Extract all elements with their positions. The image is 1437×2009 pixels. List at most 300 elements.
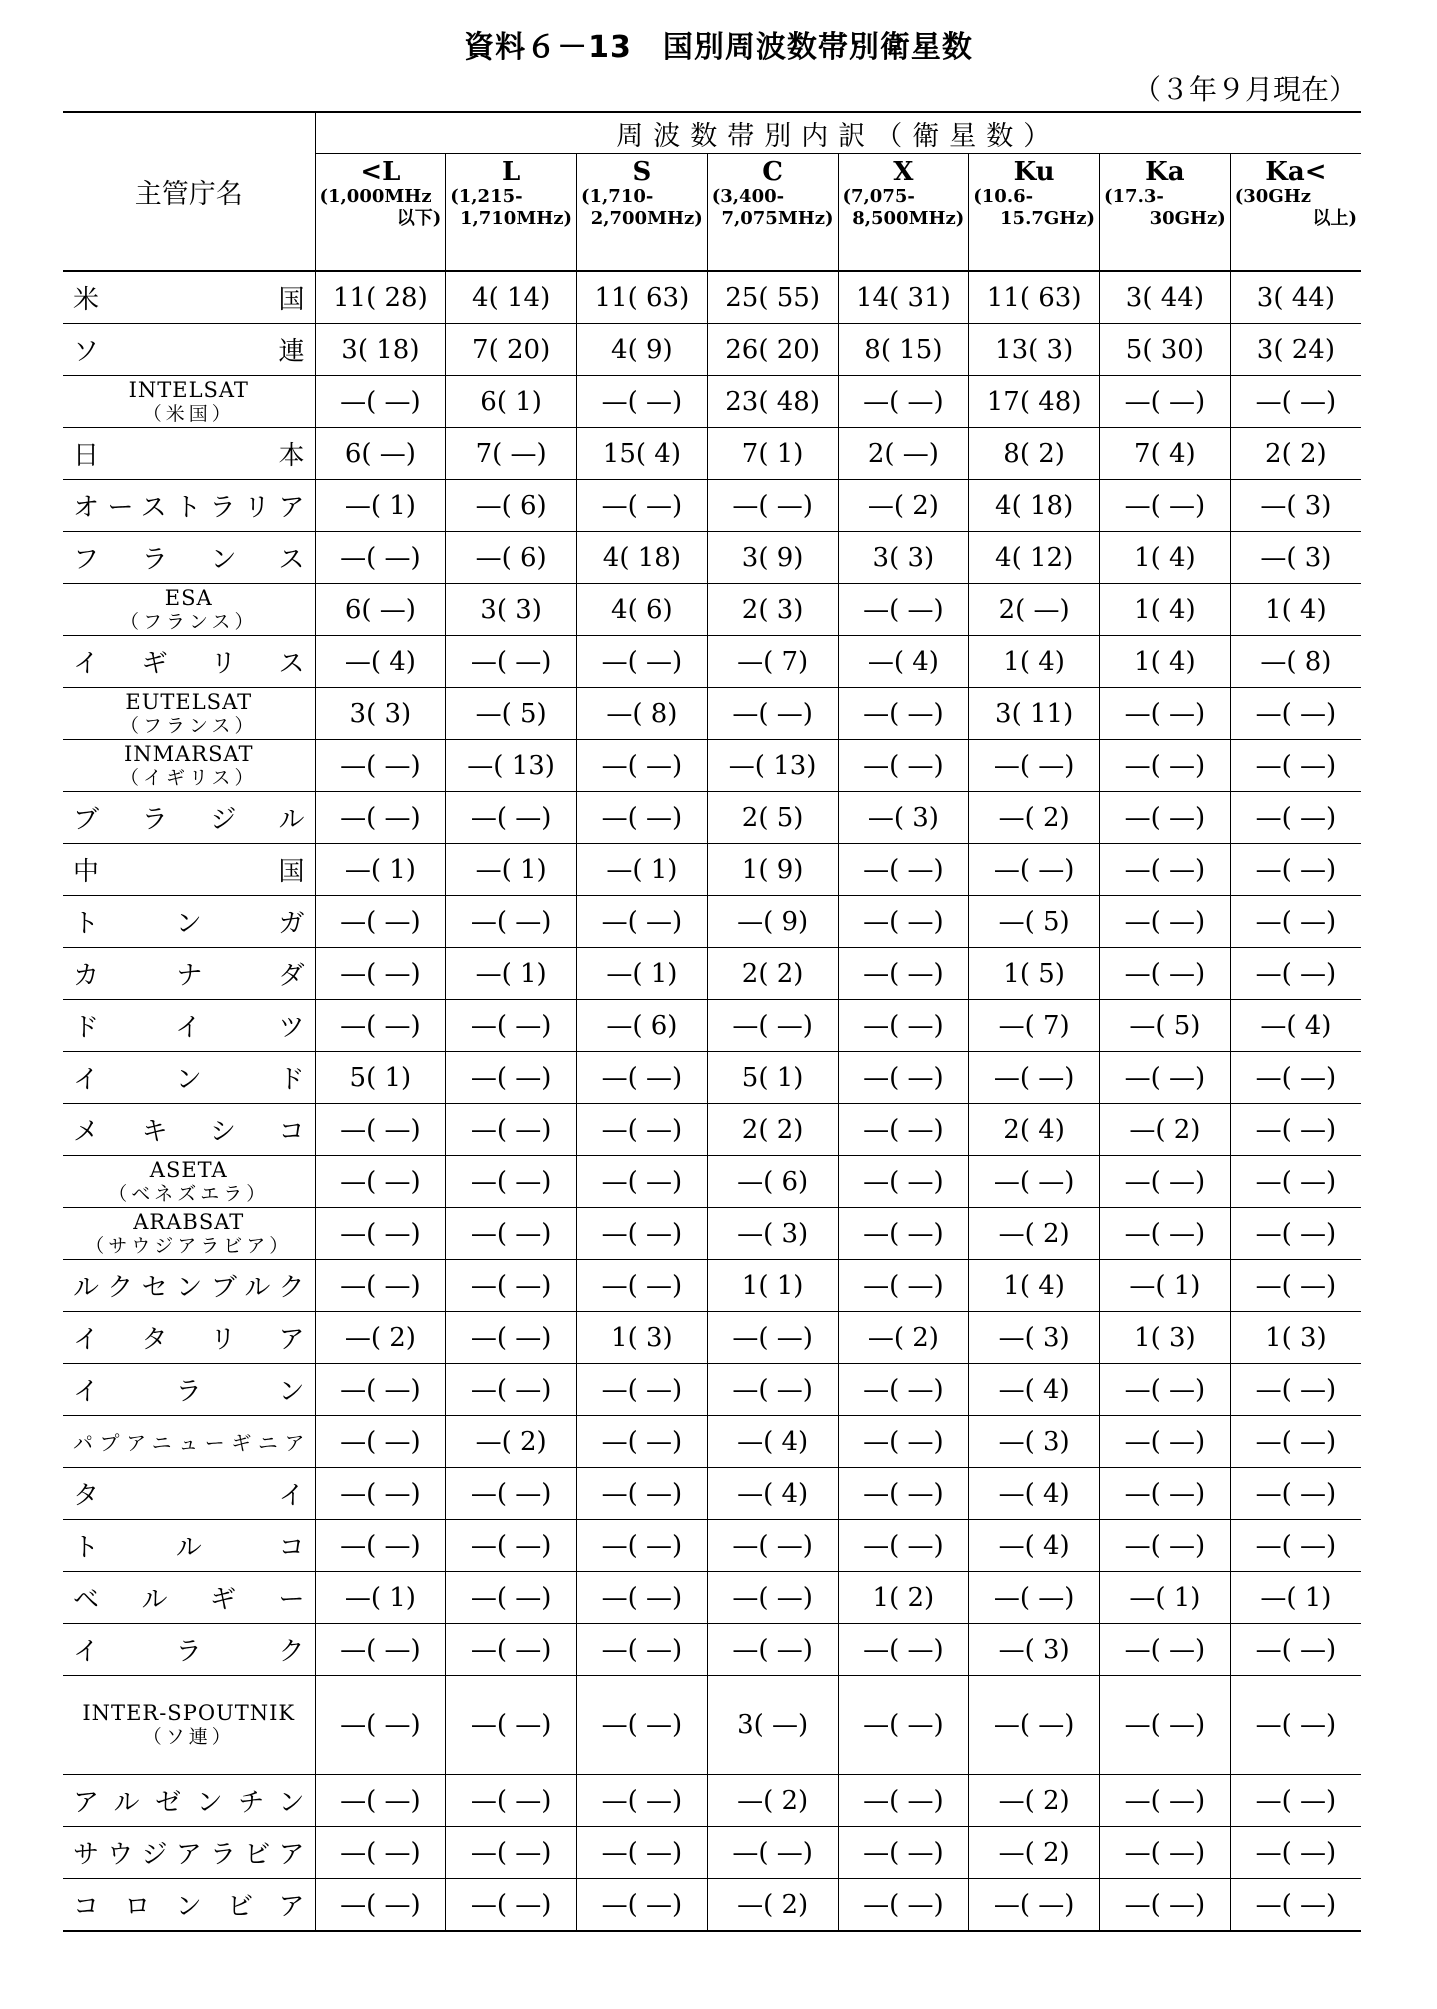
as-of-date: （３年９月現在）: [1132, 73, 1357, 106]
count-cell: —( —): [838, 1104, 969, 1156]
band-range-end: 7,075MHz): [721, 208, 834, 229]
count-cell: 3( 18): [315, 324, 446, 376]
count-cell: —( —): [446, 1468, 577, 1520]
count-cell: —( 3): [969, 1416, 1100, 1468]
table-row: [63, 740, 1361, 792]
count-cell: —( —): [446, 1364, 577, 1416]
count-cell: —( 5): [969, 896, 1100, 948]
band-header: [838, 154, 969, 272]
table-row: [63, 428, 1361, 480]
count-cell: —( —): [577, 1624, 708, 1676]
band-name: X: [893, 157, 914, 187]
band-header: [1100, 154, 1231, 272]
agency-country: （サウジアラビア）: [85, 1234, 293, 1257]
count-cell: —( —): [838, 1775, 969, 1827]
count-cell: —( 2): [707, 1775, 838, 1827]
agency-name: ドイツ: [63, 1000, 315, 1052]
band-header: [1230, 154, 1361, 272]
count-cell: —( —): [1230, 1260, 1361, 1312]
count-cell: —( 2): [969, 1827, 1100, 1879]
count-cell: —( 13): [707, 740, 838, 792]
agency-name: アルゼンチン: [63, 1775, 315, 1827]
band-header: [446, 154, 577, 272]
count-cell: —( —): [577, 376, 708, 428]
count-cell: —( —): [838, 1879, 969, 1932]
band-range: [708, 186, 838, 230]
count-cell: 3( 44): [1100, 271, 1231, 324]
count-cell: —( —): [838, 1364, 969, 1416]
count-cell: —( —): [315, 1775, 446, 1827]
agency-name: メキシコ: [63, 1104, 315, 1156]
band-range-end: 8,500MHz): [852, 208, 965, 229]
count-cell: 4( 14): [446, 271, 577, 324]
count-cell: —( —): [577, 1572, 708, 1624]
table-row: [63, 844, 1361, 896]
count-cell: —( —): [838, 1208, 969, 1260]
count-cell: —( —): [707, 1520, 838, 1572]
count-cell: 2( 2): [707, 1104, 838, 1156]
count-cell: —( —): [1100, 1416, 1231, 1468]
agency-name: トルコ: [63, 1520, 315, 1572]
count-cell: —( —): [1230, 844, 1361, 896]
table-row: [63, 584, 1361, 636]
count-cell: —( —): [577, 1260, 708, 1312]
table-row: [63, 688, 1361, 740]
agency-org: EUTELSAT: [125, 689, 253, 714]
count-cell: 8( 15): [838, 324, 969, 376]
count-cell: 4( 6): [577, 584, 708, 636]
count-cell: 1( 4): [1230, 584, 1361, 636]
count-cell: —( 1): [315, 1572, 446, 1624]
table-row: [63, 1208, 1361, 1260]
count-cell: —( —): [577, 740, 708, 792]
count-cell: —( 3): [969, 1312, 1100, 1364]
count-cell: —( —): [577, 1104, 708, 1156]
count-cell: —( —): [1100, 1208, 1231, 1260]
count-cell: —( —): [838, 1156, 969, 1208]
count-cell: —( —): [1230, 1624, 1361, 1676]
count-cell: 2( 2): [1230, 428, 1361, 480]
count-cell: 3( 3): [446, 584, 577, 636]
count-cell: —( —): [1230, 896, 1361, 948]
count-cell: —( —): [446, 1676, 577, 1775]
band-name: Ka<: [1265, 157, 1327, 187]
count-cell: —( 3): [1230, 480, 1361, 532]
count-cell: —( 6): [446, 480, 577, 532]
count-cell: 3( 24): [1230, 324, 1361, 376]
count-cell: —( —): [315, 792, 446, 844]
count-cell: 1( 3): [1100, 1312, 1231, 1364]
count-cell: —( 1): [1100, 1572, 1231, 1624]
count-cell: —( —): [1230, 1468, 1361, 1520]
band-range-start: (3,400-: [711, 186, 785, 207]
band-header: [969, 154, 1100, 272]
agency-name: [63, 584, 315, 636]
count-cell: —( —): [1100, 1364, 1231, 1416]
count-cell: —( —): [838, 896, 969, 948]
count-cell: 11( 63): [969, 271, 1100, 324]
agency-name: インド: [63, 1052, 315, 1104]
count-cell: —( —): [969, 1156, 1100, 1208]
count-cell: —( —): [446, 896, 577, 948]
band-range: [316, 186, 446, 230]
count-cell: 17( 48): [969, 376, 1100, 428]
satellite-table: [63, 111, 1361, 1932]
table-row: [63, 532, 1361, 584]
table-body: [63, 271, 1361, 1931]
count-cell: —( 2): [707, 1879, 838, 1932]
count-cell: —( 2): [1100, 1104, 1231, 1156]
band-range-start: (30GHz: [1234, 186, 1311, 207]
count-cell: —( —): [838, 376, 969, 428]
count-cell: —( 2): [969, 792, 1100, 844]
agency-name: [63, 740, 315, 792]
agency-org: INTER-SPOUTNIK: [82, 1701, 296, 1725]
count-cell: —( —): [1230, 376, 1361, 428]
count-cell: —( 4): [969, 1364, 1100, 1416]
band-name: <L: [360, 157, 401, 187]
count-cell: —( —): [1100, 844, 1231, 896]
band-range-end: 以下): [396, 208, 442, 229]
count-cell: —( —): [1100, 1879, 1231, 1932]
count-cell: —( —): [1100, 740, 1231, 792]
band-name: C: [762, 157, 783, 187]
count-cell: —( —): [1100, 1156, 1231, 1208]
band-name: S: [632, 157, 652, 187]
page-title: 資料６－13 国別周波数帯別衛星数: [464, 30, 973, 65]
agency-org: INMARSAT: [123, 741, 254, 766]
table-row: [63, 1104, 1361, 1156]
count-cell: 14( 31): [838, 271, 969, 324]
count-cell: —( 2): [315, 1312, 446, 1364]
count-cell: —( —): [577, 1879, 708, 1932]
count-cell: —( 1): [1100, 1260, 1231, 1312]
count-cell: —( —): [1230, 1364, 1361, 1416]
count-cell: 2( 4): [969, 1104, 1100, 1156]
count-cell: 3( —): [707, 1676, 838, 1775]
table-row: [63, 1879, 1361, 1932]
count-cell: —( —): [969, 740, 1100, 792]
agency-name: サウジアラビア: [63, 1827, 315, 1879]
count-cell: —( —): [577, 1775, 708, 1827]
count-cell: —( —): [838, 1520, 969, 1572]
band-range: [577, 186, 707, 230]
agency-name: タイ: [63, 1468, 315, 1520]
count-cell: —( —): [315, 896, 446, 948]
count-cell: —( —): [446, 1572, 577, 1624]
band-header: [577, 154, 708, 272]
count-cell: —( 7): [969, 1000, 1100, 1052]
agency-country: （ソ連）: [142, 1726, 235, 1748]
count-cell: —( —): [1230, 1520, 1361, 1572]
count-cell: 2( 2): [707, 948, 838, 1000]
count-cell: —( —): [315, 1364, 446, 1416]
table-row: [63, 1520, 1361, 1572]
table-row: [63, 948, 1361, 1000]
count-cell: 11( 28): [315, 271, 446, 324]
count-cell: —( —): [969, 844, 1100, 896]
count-cell: —( —): [577, 1156, 708, 1208]
count-cell: —( —): [1100, 1468, 1231, 1520]
count-cell: 4( 18): [577, 532, 708, 584]
agency-name: 中国: [63, 844, 315, 896]
count-cell: —( —): [1100, 1676, 1231, 1775]
count-cell: —( —): [315, 1676, 446, 1775]
count-cell: —( —): [446, 1879, 577, 1932]
count-cell: —( 1): [446, 844, 577, 896]
count-cell: —( 1): [1230, 1572, 1361, 1624]
band-range-start: (1,215-: [450, 186, 523, 207]
count-cell: —( —): [1100, 1052, 1231, 1104]
count-cell: —( —): [315, 1827, 446, 1879]
count-cell: —( 1): [446, 948, 577, 1000]
count-cell: —( 4): [707, 1468, 838, 1520]
count-cell: 1( 4): [969, 1260, 1100, 1312]
count-cell: 3( 44): [1230, 271, 1361, 324]
count-cell: —( —): [838, 1260, 969, 1312]
count-cell: —( —): [577, 1416, 708, 1468]
agency-country: （米国）: [142, 402, 235, 425]
count-cell: —( —): [446, 1260, 577, 1312]
count-cell: —( 6): [577, 1000, 708, 1052]
agency-country: （イギリス）: [119, 766, 258, 789]
count-cell: —( —): [315, 1260, 446, 1312]
band-range: [1231, 186, 1361, 230]
count-cell: 1( 5): [969, 948, 1100, 1000]
count-cell: —( 3): [838, 792, 969, 844]
count-cell: —( 3): [707, 1208, 838, 1260]
count-cell: —( —): [838, 1000, 969, 1052]
table-row: [63, 480, 1361, 532]
count-cell: —( 3): [969, 1624, 1100, 1676]
count-cell: —( 4): [707, 1416, 838, 1468]
count-cell: —( —): [838, 1416, 969, 1468]
agency-name: カナダ: [63, 948, 315, 1000]
count-cell: 1( 4): [1100, 636, 1231, 688]
count-cell: —( —): [838, 948, 969, 1000]
breakdown-header: 周波数帯別内訳（衛星数）: [315, 112, 1361, 154]
count-cell: 23( 48): [707, 376, 838, 428]
count-cell: —( —): [446, 1052, 577, 1104]
count-cell: 5( 1): [707, 1052, 838, 1104]
count-cell: —( —): [577, 1827, 708, 1879]
agency-name: 米国: [63, 271, 315, 324]
count-cell: —( —): [315, 740, 446, 792]
count-cell: 3( 3): [838, 532, 969, 584]
count-cell: —( —): [969, 1676, 1100, 1775]
band-range-end: 以上): [1312, 208, 1357, 229]
count-cell: —( —): [707, 1572, 838, 1624]
agency-country: （ベネズエラ）: [108, 1182, 270, 1205]
count-cell: —( —): [969, 1572, 1100, 1624]
count-cell: 8( 2): [969, 428, 1100, 480]
count-cell: —( —): [1230, 740, 1361, 792]
count-cell: —( —): [1230, 1879, 1361, 1932]
count-cell: —( 2): [838, 480, 969, 532]
table-row: [63, 324, 1361, 376]
count-cell: 2( —): [838, 428, 969, 480]
agency-name: [63, 1676, 315, 1775]
band-range-start: (1,710-: [581, 186, 654, 207]
count-cell: —( —): [838, 688, 969, 740]
count-cell: 3( 11): [969, 688, 1100, 740]
count-cell: —( —): [1230, 1416, 1361, 1468]
band-range-start: (10.6-: [973, 186, 1034, 207]
count-cell: 5( 1): [315, 1052, 446, 1104]
count-cell: —( —): [707, 688, 838, 740]
count-cell: 6( —): [315, 584, 446, 636]
band-header: [707, 154, 838, 272]
agency-name: フランス: [63, 532, 315, 584]
count-cell: —( 4): [315, 636, 446, 688]
table-row: [63, 1260, 1361, 1312]
count-cell: —( —): [446, 1520, 577, 1572]
table-row: [63, 896, 1361, 948]
table-row: [63, 1468, 1361, 1520]
count-cell: —( —): [838, 584, 969, 636]
table-header: [63, 112, 1361, 271]
count-cell: —( —): [446, 1000, 577, 1052]
agency-name: オーストラリア: [63, 480, 315, 532]
count-cell: —( —): [1230, 1827, 1361, 1879]
count-cell: —( —): [838, 1624, 969, 1676]
count-cell: 15( 4): [577, 428, 708, 480]
count-cell: —( 4): [838, 636, 969, 688]
agency-name: ソ連: [63, 324, 315, 376]
count-cell: —( —): [446, 1104, 577, 1156]
band-range: [969, 186, 1099, 230]
count-cell: —( —): [315, 1208, 446, 1260]
count-cell: —( —): [315, 1416, 446, 1468]
count-cell: —( —): [1100, 1520, 1231, 1572]
band-range-start: (7,075-: [842, 186, 915, 207]
count-cell: —( 6): [446, 532, 577, 584]
count-cell: 4( 12): [969, 532, 1100, 584]
count-cell: —( —): [446, 1624, 577, 1676]
count-cell: —( —): [1100, 1775, 1231, 1827]
count-cell: —( —): [315, 1468, 446, 1520]
band-name: Ku: [1013, 157, 1055, 187]
count-cell: —( 2): [969, 1208, 1100, 1260]
count-cell: —( 5): [1100, 1000, 1231, 1052]
count-cell: —( —): [315, 1879, 446, 1932]
count-cell: 1( 1): [707, 1260, 838, 1312]
agency-name: イタリア: [63, 1312, 315, 1364]
count-cell: —( —): [577, 1468, 708, 1520]
count-cell: —( —): [1230, 1104, 1361, 1156]
count-cell: —( 2): [838, 1312, 969, 1364]
count-cell: —( 3): [1230, 532, 1361, 584]
agency-org: ARABSAT: [133, 1209, 245, 1234]
count-cell: —( —): [577, 1364, 708, 1416]
count-cell: —( 7): [707, 636, 838, 688]
count-cell: —( —): [838, 844, 969, 896]
count-cell: —( 1): [315, 480, 446, 532]
band-header: [315, 154, 446, 272]
count-cell: 1( 4): [1100, 584, 1231, 636]
count-cell: —( 8): [1230, 636, 1361, 688]
count-cell: —( 4): [969, 1468, 1100, 1520]
agency-country: （フランス）: [120, 714, 258, 737]
band-name: Ka: [1145, 157, 1185, 187]
band-range: [1100, 186, 1230, 230]
count-cell: —( —): [446, 792, 577, 844]
count-cell: —( —): [1230, 1052, 1361, 1104]
count-cell: —( —): [577, 792, 708, 844]
agency-name: 日本: [63, 428, 315, 480]
count-cell: 26( 20): [707, 324, 838, 376]
band-range-end: 30GHz): [1149, 208, 1226, 229]
agency-org: ESA: [164, 585, 213, 610]
count-cell: 4( 18): [969, 480, 1100, 532]
count-cell: —( —): [446, 1827, 577, 1879]
table-row: [63, 1416, 1361, 1468]
count-cell: 5( 30): [1100, 324, 1231, 376]
band-name: L: [501, 157, 521, 187]
count-cell: —( —): [315, 376, 446, 428]
count-cell: —( 9): [707, 896, 838, 948]
count-cell: —( —): [577, 1676, 708, 1775]
count-cell: 1( 3): [1230, 1312, 1361, 1364]
count-cell: —( —): [838, 740, 969, 792]
band-range-end: 1,710MHz): [459, 208, 572, 229]
count-cell: —( —): [707, 1364, 838, 1416]
band-range-end: 15.7GHz): [1000, 208, 1095, 229]
count-cell: 2( 5): [707, 792, 838, 844]
count-cell: —( —): [315, 1000, 446, 1052]
band-range: [839, 186, 969, 230]
count-cell: —( 2): [446, 1416, 577, 1468]
count-cell: —( —): [707, 1827, 838, 1879]
count-cell: —( —): [707, 1624, 838, 1676]
count-cell: —( —): [1100, 792, 1231, 844]
agency-org: ASETA: [149, 1157, 228, 1182]
count-cell: 1( 9): [707, 844, 838, 896]
count-cell: —( —): [577, 1520, 708, 1572]
count-cell: —( —): [969, 1052, 1100, 1104]
agency-name: イラン: [63, 1364, 315, 1416]
count-cell: —( —): [315, 1104, 446, 1156]
count-cell: —( —): [1230, 948, 1361, 1000]
table-row: [63, 1000, 1361, 1052]
table-row: [63, 1775, 1361, 1827]
table-row: [63, 1312, 1361, 1364]
agency-name: パプアニューギニア: [63, 1416, 315, 1468]
count-cell: —( —): [707, 1312, 838, 1364]
agency-name: [63, 376, 315, 428]
count-cell: 25( 55): [707, 271, 838, 324]
table-row: [63, 1676, 1361, 1775]
band-range-start: (1,000MHz: [319, 186, 432, 207]
count-cell: —( 13): [446, 740, 577, 792]
table-row: [63, 1364, 1361, 1416]
agency-org: INTELSAT: [128, 377, 249, 402]
count-cell: 11( 63): [577, 271, 708, 324]
count-cell: —( —): [1100, 948, 1231, 1000]
count-cell: —( —): [1100, 480, 1231, 532]
count-cell: —( 2): [969, 1775, 1100, 1827]
count-cell: 4( 9): [577, 324, 708, 376]
count-cell: —( —): [315, 1520, 446, 1572]
table-row: [63, 792, 1361, 844]
count-cell: 3( 9): [707, 532, 838, 584]
table-row: [63, 271, 1361, 324]
agency-name: イラク: [63, 1624, 315, 1676]
count-cell: —( —): [315, 1156, 446, 1208]
table-row: [63, 1572, 1361, 1624]
count-cell: 6( 1): [446, 376, 577, 428]
count-cell: —( 8): [577, 688, 708, 740]
